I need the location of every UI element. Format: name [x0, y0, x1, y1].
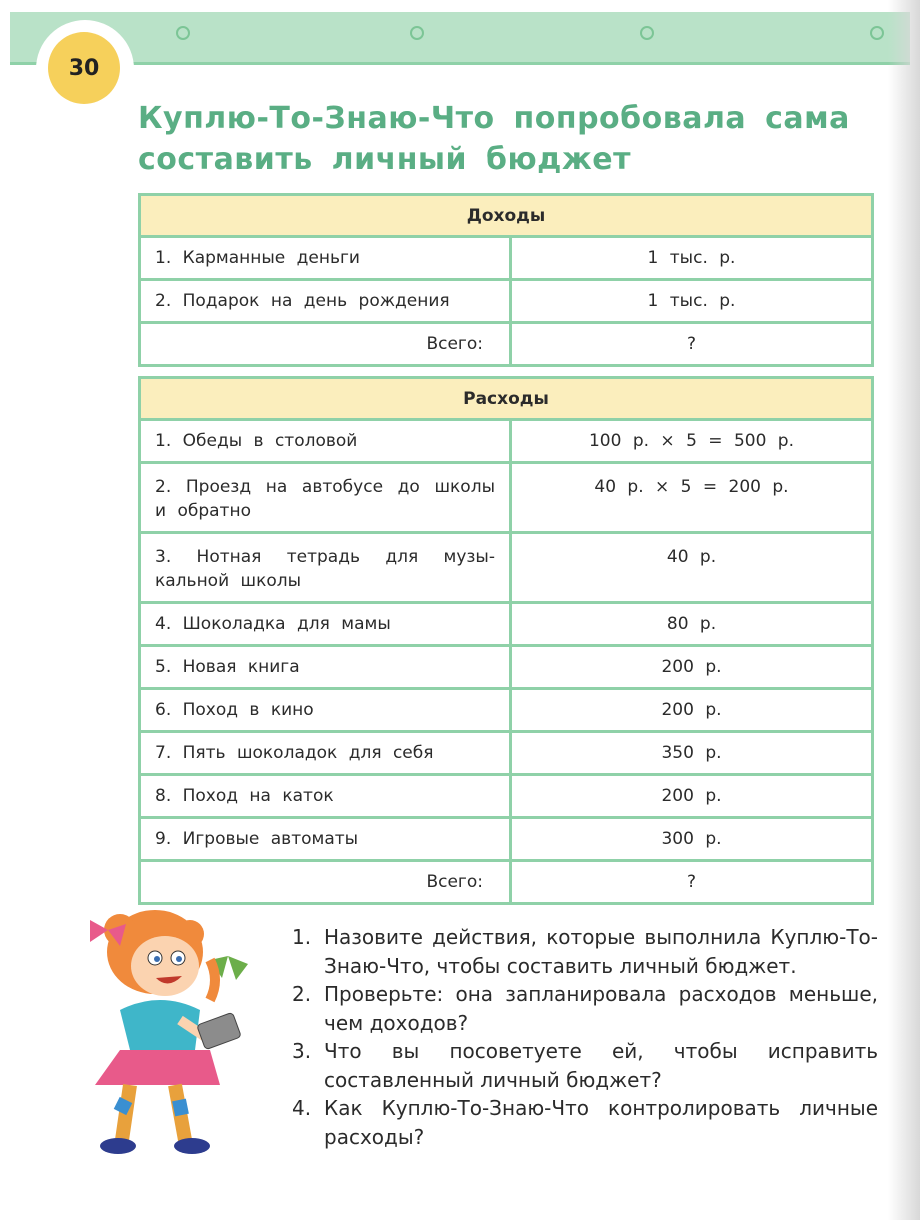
income-label: 2. Подарок на день рождения [140, 280, 511, 323]
expense-value: 200 р. [511, 775, 873, 818]
list-item [292, 980, 878, 1037]
top-band-line [10, 62, 910, 65]
list-item [292, 1094, 878, 1151]
table-row [140, 420, 873, 463]
table-row [140, 646, 873, 689]
page-number: 30 [48, 32, 120, 104]
question-text: Назовите действия, которые выполнила Куплю-То-Знаю-Что, чтобы составить личный бюджет. [324, 925, 878, 978]
expense-value: 40 р. × 5 = 200 р. [511, 463, 873, 533]
expense-value: 80 р. [511, 603, 873, 646]
expense-label-line: кальной школы [155, 571, 302, 591]
question-number: 3. [292, 1039, 312, 1063]
expense-label: 7. Пять шоколадок для себя [140, 732, 511, 775]
table-row [140, 861, 873, 904]
expense-value: 200 р. [511, 646, 873, 689]
income-table [138, 193, 874, 367]
table-row [140, 689, 873, 732]
income-label: 1. Карманные деньги [140, 237, 511, 280]
question-number: 2. [292, 982, 312, 1006]
question-number: 1. [292, 925, 312, 949]
band-dot-icon [410, 26, 424, 40]
expense-total-label: Всего: [140, 861, 511, 904]
top-band [10, 12, 910, 62]
girl-illustration [60, 900, 270, 1160]
expense-label: 1. Обеды в столовой [140, 420, 511, 463]
expense-total-value: ? [511, 861, 873, 904]
expenses-header: Расходы [140, 378, 873, 420]
income-total-label: Всего: [140, 323, 511, 366]
question-text: Проверьте: она запланировала расходов меньше, чем доходов? [324, 982, 878, 1035]
income-header: Доходы [140, 195, 873, 237]
table-row [140, 323, 873, 366]
expense-label: 2. Проезд на автобусе до школы и обратно [140, 463, 511, 533]
expense-label: 4. Шоколадка для мамы [140, 603, 511, 646]
income-value: 1 тыс. р. [511, 237, 873, 280]
expense-value: 100 р. × 5 = 500 р. [511, 420, 873, 463]
income-value: 1 тыс. р. [511, 280, 873, 323]
page-edge-shadow [888, 0, 920, 1220]
question-text: Как Куплю-То-Знаю-Что контролировать личные расходы? [324, 1096, 878, 1149]
table-row [140, 463, 873, 533]
table-row [140, 280, 873, 323]
band-dot-icon [176, 26, 190, 40]
list-item [292, 1037, 878, 1094]
expense-value: 300 р. [511, 818, 873, 861]
expenses-table [138, 376, 874, 905]
expense-value: 40 р. [511, 533, 873, 603]
question-text: Что вы посоветуете ей, чтобы исправить составленный личный бюджет? [324, 1039, 878, 1092]
list-item [292, 923, 878, 980]
expense-value: 200 р. [511, 689, 873, 732]
expense-label: 5. Новая книга [140, 646, 511, 689]
income-total-value: ? [511, 323, 873, 366]
table-row [140, 533, 873, 603]
expense-label [140, 533, 511, 603]
questions-list [292, 923, 878, 1151]
table-row [140, 818, 873, 861]
expense-label: 8. Поход на каток [140, 775, 511, 818]
table-row [140, 237, 873, 280]
expense-value: 350 р. [511, 732, 873, 775]
table-row [140, 732, 873, 775]
expense-label-line: 3. Нотная тетрадь для музы- [155, 547, 495, 567]
band-dot-icon [640, 26, 654, 40]
page-title: Куплю-То-Знаю-Что попробовала сама составить личный бюджет [138, 101, 850, 177]
table-row [140, 603, 873, 646]
table-row [140, 775, 873, 818]
expense-label: 9. Игровые автоматы [140, 818, 511, 861]
band-dot-icon [870, 26, 884, 40]
question-number: 4. [292, 1096, 312, 1120]
expense-label: 6. Поход в кино [140, 689, 511, 732]
